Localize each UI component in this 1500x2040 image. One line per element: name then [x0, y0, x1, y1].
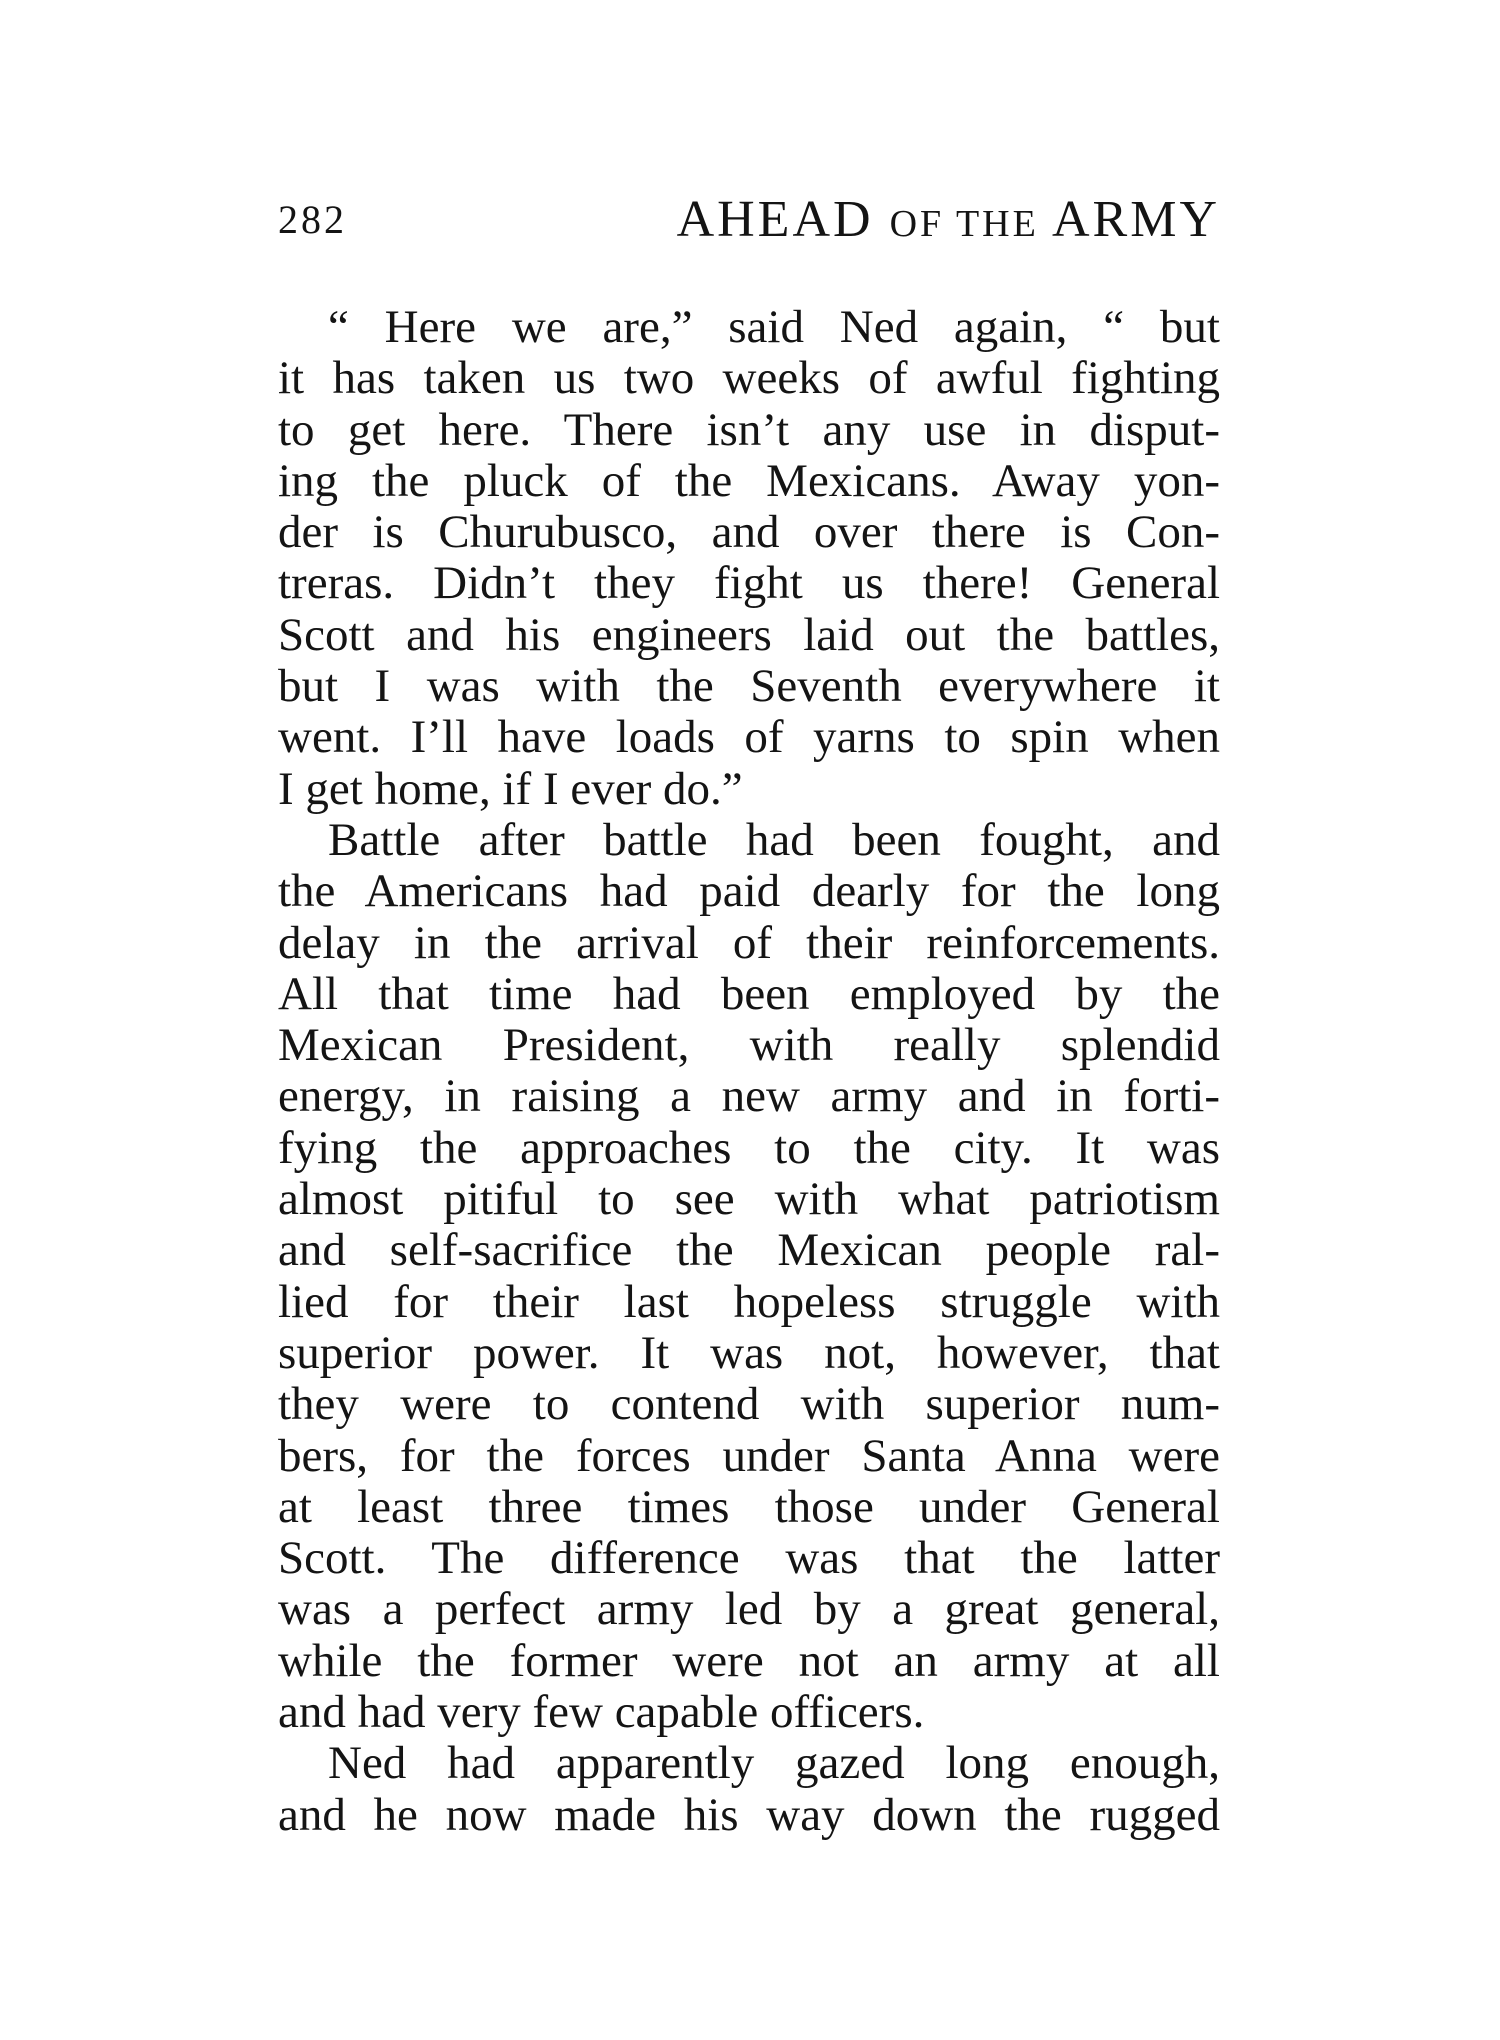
text-line: the Americans had paid dearly for the long — [278, 865, 1220, 918]
text-line: superior power. It was not, however, that — [278, 1326, 1220, 1379]
text-line: bers, for the forces under Santa Anna were — [278, 1429, 1220, 1482]
paragraph-2 — [278, 815, 1220, 1738]
text-line: it has taken us two weeks of awful fighting — [278, 352, 1220, 405]
paragraph-1 — [278, 302, 1220, 815]
text-line: and self-sacrifice the Mexican people ral- — [278, 1224, 1220, 1277]
text-line: almost pitiful to see with what patriotism — [278, 1173, 1220, 1226]
text-line: “ Here we are,” said Ned again, “ but — [328, 301, 1220, 353]
running-title-part3: ARMY — [1051, 191, 1220, 248]
running-title-part2: OF THE — [889, 203, 1039, 245]
text-line: Scott and his engineers laid out the battles, — [278, 608, 1220, 661]
text-line: and he now made his way down the rugged — [278, 1788, 1220, 1841]
text-line: lied for their last hopeless struggle with — [278, 1275, 1220, 1328]
page-number: 282 — [278, 197, 347, 242]
text-line: Mexican President, with really splendid — [278, 1019, 1220, 1072]
text-line: but I was with the Seventh everywhere it — [278, 660, 1220, 713]
text-line: All that time had been employed by the — [278, 967, 1220, 1020]
text-line: Ned had apparently gazed long enough, — [328, 1737, 1220, 1790]
text-line: to get here. There isn’t any use in disput- — [278, 403, 1220, 456]
text-line: and had very few capable officers. — [278, 1686, 925, 1739]
text-line: delay in the arrival of their reinforcements. — [278, 916, 1220, 969]
text-line: went. I’ll have loads of yarns to spin when — [278, 711, 1220, 764]
running-title — [677, 190, 1220, 249]
text-line: while the former were not an army at all — [278, 1634, 1220, 1687]
text-line: was a perfect army led by a great general, — [278, 1583, 1220, 1636]
text-line: Battle after battle had been fought, and — [328, 813, 1220, 866]
text-line: energy, in raising a new army and in forti- — [278, 1070, 1220, 1123]
text-line: I get home, if I ever do.” — [278, 762, 743, 815]
running-title-part1: AHEAD — [676, 191, 874, 248]
text-line: at least three times those under General — [278, 1480, 1220, 1533]
text-line: Scott. The difference was that the latter — [278, 1532, 1220, 1585]
text-line: they were to contend with superior num- — [278, 1378, 1220, 1431]
paragraph-3 — [278, 1738, 1220, 1841]
text-line: ing the pluck of the Mexicans. Away yon- — [278, 454, 1220, 507]
text-line: der is Churubusco, and over there is Con- — [278, 506, 1220, 559]
body-text — [278, 302, 1220, 1841]
running-head — [278, 190, 1220, 260]
text-line: fying the approaches to the city. It was — [278, 1121, 1220, 1174]
text-line: treras. Didn’t they fight us there! General — [278, 557, 1220, 610]
